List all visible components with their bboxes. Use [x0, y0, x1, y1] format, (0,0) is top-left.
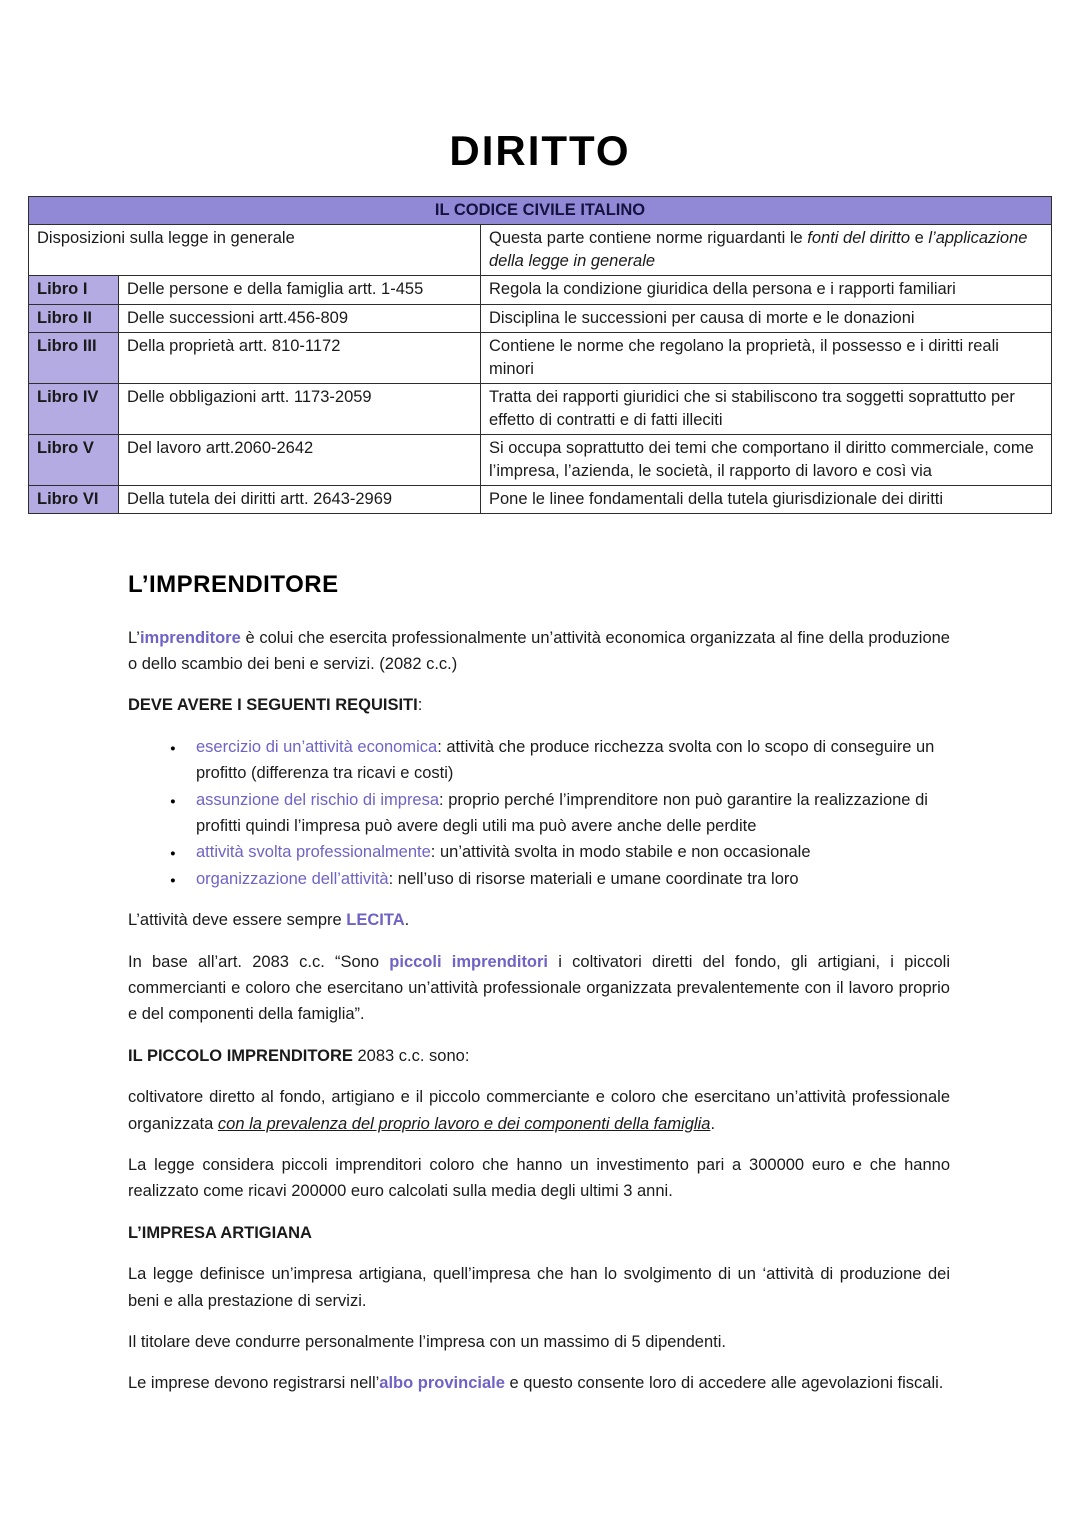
italic-term: fonti del diritto: [807, 229, 911, 248]
italic-underline-run: con la prevalenza del proprio lavoro e dei componenti della famiglia: [217, 1114, 711, 1133]
libro-desc: Delle persone e della famiglia artt. 1-455: [119, 276, 481, 304]
piccolo-imprenditore-heading: [128, 1043, 950, 1069]
accent-term: albo provinciale: [379, 1374, 505, 1393]
table-title: IL CODICE CIVILE ITALINO: [29, 197, 1052, 225]
bold-run: IL PICCOLO IMPRENDITORE: [128, 1046, 353, 1065]
impresa-artigiana-heading: L’IMPRESA ARTIGIANA: [128, 1223, 312, 1242]
libro-detail: Contiene le norme che regolano la proprietà, il possesso e i diritti reali minori: [481, 332, 1052, 383]
text-run: e questo consente loro di accedere alle agevolazioni fiscali.: [504, 1374, 944, 1393]
libro-detail: Regola la condizione giuridica della persona e i rapporti familiari: [481, 276, 1052, 304]
libro-desc: Della tutela dei diritti artt. 2643-2969: [119, 486, 481, 514]
text-run: i coltivatori diretti del fondo, gli artigiani, i piccoli commercianti e coloro che esercitano un’attività professionale organizzata prevalentemente con il lavoro proprio e del componenti della famiglia”.: [128, 952, 950, 1024]
libro-desc: Del lavoro artt.2060-2642: [119, 435, 481, 486]
text-run: coltivatore diretto al fondo, artigiano e il piccolo commerciante e coloro che esercitano un’attività professionale organizzata: [128, 1088, 950, 1133]
paragraph-titolare: Il titolare deve condurre personalmente l’impresa con un massimo di 5 dipendenti.: [128, 1332, 726, 1351]
text-run: .: [404, 911, 410, 930]
text-run: : nell’uso di risorse materiali e umane coordinate tra loro: [388, 869, 799, 888]
paragraph-definizione: [128, 625, 950, 678]
table-row: [29, 383, 1052, 434]
list-item: [168, 866, 950, 892]
text-run: Questa parte contiene norme riguardanti le: [489, 229, 808, 248]
text-run: In base all’art. 2083 c.c. “Sono: [128, 952, 390, 971]
libro-label: Libro V: [29, 435, 119, 486]
table-row: [29, 486, 1052, 514]
libro-detail: Tratta dei rapporti giuridici che si stabiliscono tra soggetti soprattutto per effetto di contratti e di fatti illeciti: [481, 383, 1052, 434]
italic-term: l’applicazione della legge in generale: [489, 229, 1028, 271]
accent-term: LECITA: [346, 911, 405, 930]
list-item: [168, 839, 950, 865]
requisiti-list: [128, 734, 950, 892]
accent-term: imprenditore: [139, 628, 241, 647]
paragraph-impresa-artigiana: La legge definisce un’impresa artigiana, quell’impresa che han lo svolgimento di un ‘attività di produzione dei beni e alla prestazione di servizi.: [128, 1265, 950, 1310]
accent-term: esercizio di un’attività economica: [196, 737, 438, 756]
text-run: L’attività deve essere sempre: [128, 911, 347, 930]
table-intro-row: [29, 225, 1052, 276]
libro-desc: Della proprietà artt. 810-1172: [119, 332, 481, 383]
paragraph-limiti-legge: La legge considera piccoli imprenditori coloro che hanno un investimento pari a 300000 euro e che hanno realizzato come ricavi 200000 euro calcolati sulla media degli ultimi 3 anni.: [128, 1155, 950, 1201]
table-row: [29, 435, 1052, 486]
intro-right-cell: [481, 225, 1052, 276]
paragraph-coltivatore: [128, 1084, 950, 1137]
accent-term: attività svolta professionalmente: [196, 843, 431, 862]
libro-label: Libro II: [29, 304, 119, 332]
text-run: L’: [128, 628, 140, 647]
libro-detail: Pone le linee fondamentali della tutela giurisdizionale dei diritti: [481, 486, 1052, 514]
text-run: .: [710, 1114, 716, 1133]
libro-label: Libro III: [29, 332, 119, 383]
requisiti-heading: [128, 692, 950, 718]
page-title: DIRITTO: [449, 127, 631, 174]
accent-term: assunzione del rischio di impresa: [196, 790, 440, 809]
table-header-row: [29, 197, 1052, 225]
text-run: : un’attività svolta in modo stabile e non occasionale: [430, 843, 811, 862]
libro-label: Libro IV: [29, 383, 119, 434]
text-run: :: [417, 696, 423, 715]
codice-civile-table: [28, 196, 1052, 514]
list-item: [168, 787, 950, 840]
text-run: e: [910, 229, 929, 248]
section-heading: L’IMPRENDITORE: [128, 571, 339, 599]
text-run: : attività che produce ricchezza svolta con lo scopo di conseguire un profitto (differenza tra ricavi e costi): [196, 737, 935, 783]
text-run: 2083 c.c. sono:: [352, 1046, 470, 1065]
paragraph-albo: [128, 1370, 950, 1396]
table-row: [29, 332, 1052, 383]
libro-detail: Disciplina le successioni per causa di morte e le donazioni: [481, 304, 1052, 332]
libro-label: Libro I: [29, 276, 119, 304]
table-row: [29, 304, 1052, 332]
libro-label: Libro VI: [29, 486, 119, 514]
paragraph-art-2083: [128, 949, 950, 1028]
text-run: : proprio perché l’imprenditore non può garantire la realizzazione di profitti quindi l’impresa può avere degli utili ma può avere anche delle perdite: [196, 790, 928, 836]
intro-left-cell: Disposizioni sulla legge in generale: [29, 225, 481, 276]
libro-detail: Si occupa soprattutto dei temi che comportano il diritto commerciale, come l’impresa, l’azienda, le società, il rapporto di lavoro e così via: [481, 435, 1052, 486]
section-imprenditore: [128, 566, 950, 1396]
accent-term: piccoli imprenditori: [389, 952, 549, 971]
table-row: [29, 276, 1052, 304]
bold-run: DEVE AVERE I SEGUENTI REQUISITI: [128, 696, 418, 715]
libro-desc: Delle successioni artt.456-809: [119, 304, 481, 332]
paragraph-lecita: [128, 907, 950, 933]
accent-term: organizzazione dell’attività: [196, 869, 389, 888]
list-item: [168, 734, 950, 787]
text-run: Le imprese devono registrarsi nell’: [128, 1374, 380, 1393]
text-run: è colui che esercita professionalmente un’attività economica organizzata al fine della produzione o dello scambio dei beni e servizi. (2082 c.c.): [128, 628, 950, 674]
libro-desc: Delle obbligazioni artt. 1173-2059: [119, 383, 481, 434]
